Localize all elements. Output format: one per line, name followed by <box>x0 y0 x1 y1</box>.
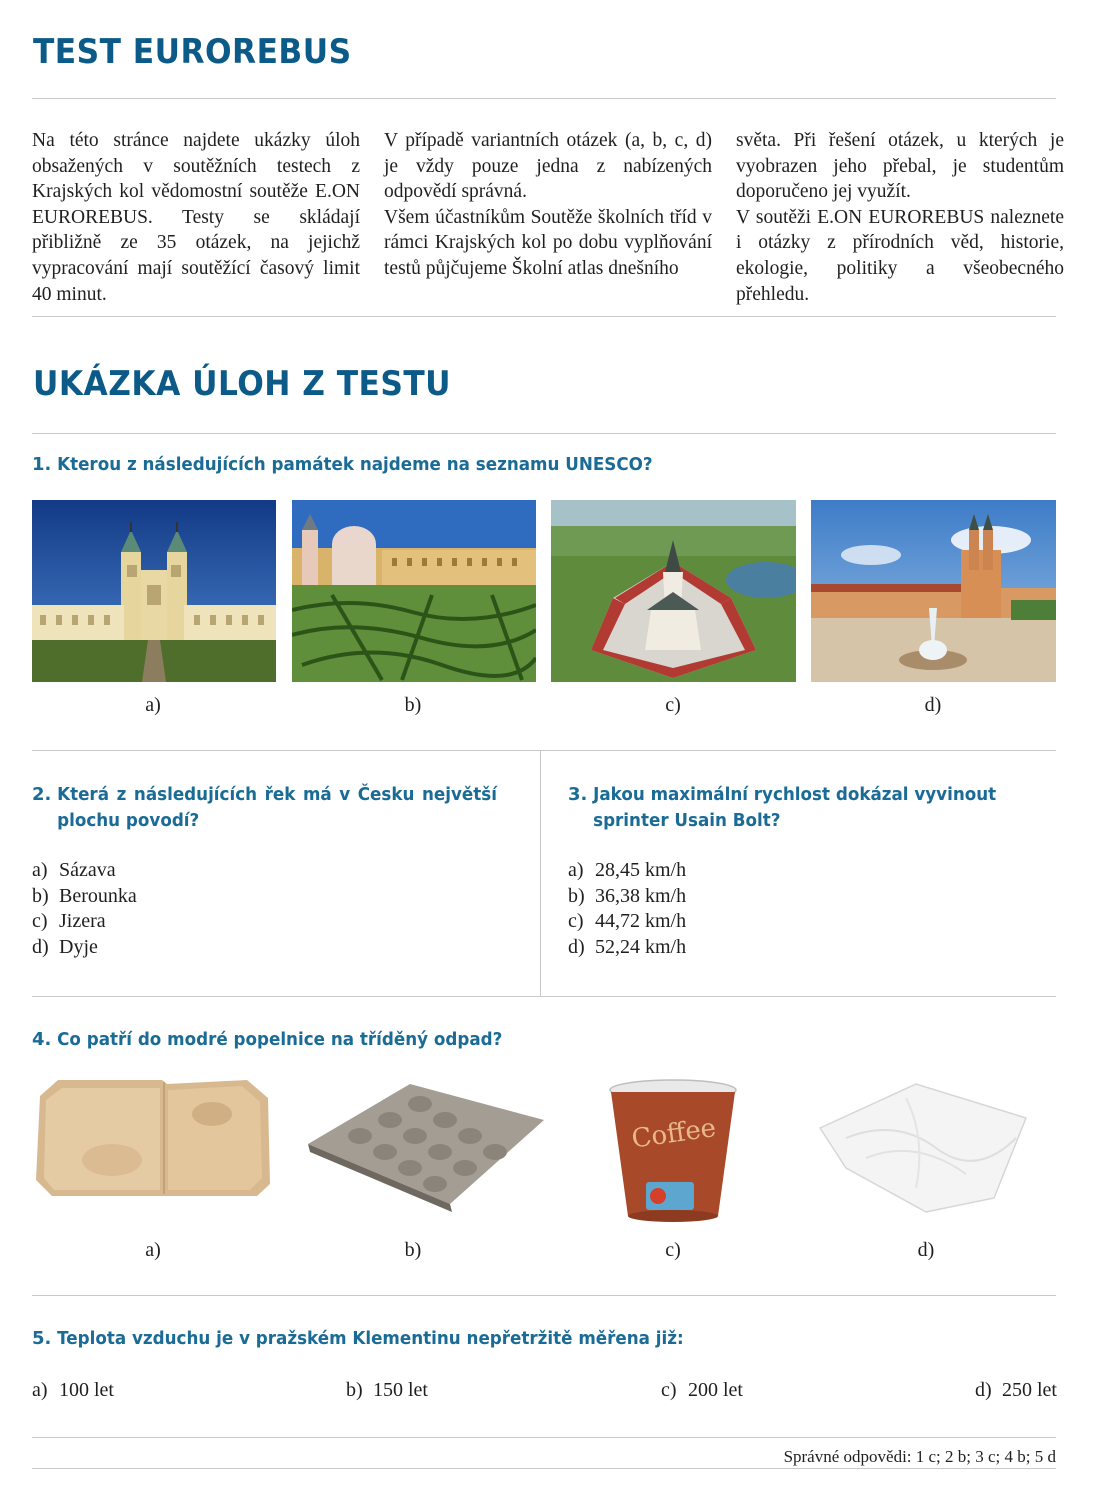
photo-basilica-square <box>811 500 1056 682</box>
option-c: c) Jizera <box>32 910 106 932</box>
option-a: a) 28,45 km/h <box>568 859 687 881</box>
caption-c: c) <box>665 694 681 716</box>
intro-text-2a: V případě variantních otázek (a, b, c, d) je vždy pouze jedna z nabízených odpovědí správná. <box>384 130 712 203</box>
divider <box>32 316 1056 317</box>
caption-d: d) <box>917 1239 935 1261</box>
option-d: d) 52,24 km/h <box>568 936 687 958</box>
divider <box>32 996 1056 997</box>
caption-a: a) <box>145 694 161 716</box>
intro-text-3a: světa. Při řešení otázek, u kterých je vyobrazen jeho přebal, je studentům doporučeno jej využít. <box>736 130 1064 203</box>
option-c: c) 44,72 km/h <box>568 910 687 932</box>
option-d: d) 250 let <box>975 1379 1057 1401</box>
column-divider <box>540 750 541 996</box>
divider <box>32 433 1056 434</box>
question-number: 4. <box>32 1029 52 1050</box>
intro-text-3b: V soutěži E.ON EUROREBUS naleznete i otázky z přírodních věd, historie, ekologie, politiky a všeobecného přehledu. <box>736 206 1064 305</box>
photo-star-church <box>551 500 796 682</box>
question-2 <box>32 782 532 834</box>
intro-column-1 <box>32 128 360 307</box>
paper-napkin-image <box>816 1078 1030 1218</box>
intro-text-2b: Všem účastníkům Soutěže školních tříd v rámci Krajských kol po dobu vyplňování testů půjčujeme Školní atlas dnešního <box>384 206 712 279</box>
question-number: 1. <box>32 454 52 475</box>
divider <box>32 1295 1056 1296</box>
caption-a: a) <box>145 1239 161 1261</box>
cup-text: Coffee <box>629 1113 718 1155</box>
question-text: Kterou z následujících památek najdeme na seznamu UNESCO? <box>57 454 653 475</box>
caption-b: b) <box>404 694 422 716</box>
pizza-box-image <box>32 1074 274 1204</box>
coffee-cup-image <box>606 1078 740 1224</box>
intro-column-3 <box>736 128 1064 307</box>
egg-carton-image <box>300 1074 550 1214</box>
option-a: a) 100 let <box>32 1379 114 1401</box>
question-1 <box>32 452 1056 478</box>
intro-column-2 <box>384 128 712 282</box>
correct-answers: Správné odpovědi: 1 c; 2 b; 3 c; 4 b; 5 d <box>783 1447 1056 1466</box>
option-b: b) Berounka <box>32 885 137 907</box>
page-title: TEST EUROREBUS <box>33 32 352 72</box>
question-number: 5. <box>32 1328 52 1349</box>
divider <box>32 750 1056 751</box>
photo-chateau-garden <box>292 500 536 682</box>
divider <box>32 98 1056 99</box>
divider <box>32 1437 1056 1438</box>
question-text: Teplota vzduchu je v pražském Klementinu nepřetržitě měřena již: <box>57 1328 684 1349</box>
question-text: Která z následujících řek má v Česku největší plochu povodí? <box>57 784 498 831</box>
divider <box>32 1468 1056 1469</box>
caption-c: c) <box>665 1239 681 1261</box>
option-b: b) 36,38 km/h <box>568 885 687 907</box>
option-a: a) Sázava <box>32 859 116 881</box>
photo-basilica-hill <box>32 500 276 682</box>
option-c: c) 200 let <box>661 1379 743 1401</box>
question-5 <box>32 1326 1056 1352</box>
option-d: d) Dyje <box>32 936 98 958</box>
question-text: Co patří do modré popelnice na tříděný odpad? <box>57 1029 503 1050</box>
section-title: UKÁZKA ÚLOH Z TESTU <box>33 364 452 404</box>
caption-b: b) <box>404 1239 422 1261</box>
question-text: Jakou maximální rychlost dokázal vyvinout sprinter Usain Bolt? <box>593 784 997 831</box>
caption-d: d) <box>924 694 942 716</box>
intro-text-1: Na této stránce najdete ukázky úloh obsažených v soutěžních testech z Krajských kol vědomostní soutěže E.ON EUROREBUS. Testy se skládají přibližně ze 35 otázek, na jejichž vypracování mají soutěžící časový limit 40 minut. <box>32 130 360 305</box>
option-b: b) 150 let <box>346 1379 428 1401</box>
question-number: 3. <box>568 784 588 805</box>
question-number: 2. <box>32 784 52 805</box>
question-3 <box>568 782 1068 834</box>
question-4 <box>32 1027 1056 1053</box>
